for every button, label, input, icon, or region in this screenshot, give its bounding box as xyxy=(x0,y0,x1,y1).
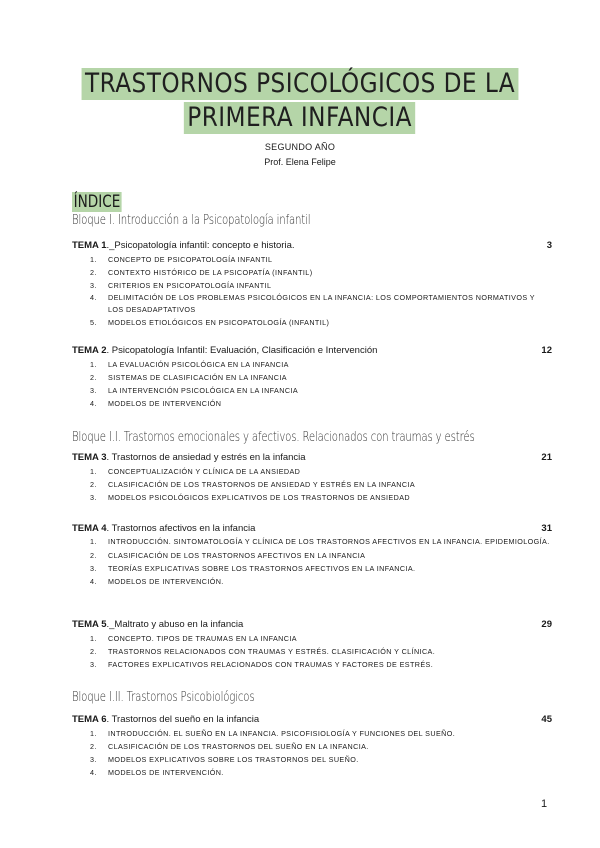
list-item: 3. FACTORES EXPLICATIVOS RELACIONADOS CON TRAUMAS Y FACTORES DE ESTRÉS. xyxy=(90,660,434,669)
list-item: 3. CRITERIOS EN PSICOPATOLOGÍA INFANTIL xyxy=(90,281,272,290)
list-item: 2. CLASIFICACIÓN DE LOS TRASTORNOS AFECTIVOS EN LA INFANCIA xyxy=(90,550,366,560)
tema-title: . Trastornos de ansiedad y estrés en la infancia xyxy=(106,452,306,463)
list-item: 3. LA INTERVENCIÓN PSICOLÓGICA EN LA INFANCIA xyxy=(90,386,299,395)
list-item: 2. SISTEMAS DE CLASIFICACIÓN EN LA INFANCIA xyxy=(90,373,287,382)
tema-6 xyxy=(72,714,552,779)
tema-title: . Trastornos afectivos en la infancia xyxy=(106,523,256,534)
list-item: 1. CONCEPTUALIZACIÓN Y CLÍNICA DE LA ANSIEDAD xyxy=(90,467,301,476)
tema-label: TEMA 2 xyxy=(72,345,107,356)
list-item: 2. CONTEXTO HISTÓRICO DE LA PSICOPATÍA (INFANTIL) xyxy=(90,268,313,277)
tema-label: TEMA 6 xyxy=(72,714,107,725)
list-item: 4. MODELOS DE INTERVENCIÓN. xyxy=(90,576,224,586)
tema-label: TEMA 3 xyxy=(72,452,107,463)
bloque-3-heading: Bloque I.II. Trastornos Psicobiológicos xyxy=(72,690,255,705)
list-item: 3. MODELOS PSICOLÓGICOS EXPLICATIVOS DE LOS TRASTORNOS DE ANSIEDAD xyxy=(90,493,410,502)
list-item: 2. CLASIFICACIÓN DE LOS TRASTORNOS DE ANSIEDAD Y ESTRÉS EN LA INFANCIA xyxy=(90,480,416,489)
list-item: 3. TEORÍAS EXPLICATIVAS SOBRE LOS TRASTORNOS AFECTIVOS EN LA INFANCIA. xyxy=(90,563,416,573)
page-number: 1 xyxy=(541,798,548,810)
list-item: 1. INTRODUCCIÓN. EL SUEÑO EN LA INFANCIA. PSICOFISIOLOGÍA Y FUNCIONES DEL SUEÑO. xyxy=(90,729,456,738)
tema-page: 21 xyxy=(541,452,552,463)
tema-title: ._Psicopatología infantil: concepto e historia. xyxy=(106,240,295,251)
list-item: 1. CONCEPTO DE PSICOPATOLOGÍA INFANTIL xyxy=(90,255,273,264)
list-item: 4. MODELOS DE INTERVENCIÓN. xyxy=(90,768,224,777)
list-item: 1. INTRODUCCIÓN. SINTOMATOLOGÍA Y CLÍNICA DE LOS TRASTORNOS AFECTIVOS EN LA INFANCIA. EPIDEMIOLOGÍA. xyxy=(90,537,550,546)
tema-2 xyxy=(72,345,552,410)
bloque-2-heading: Bloque I.I. Trastornos emocionales y afectivos. Relacionados con traumas y estrés xyxy=(72,430,475,445)
list-item: 1. CONCEPTO. TIPOS DE TRAUMAS EN LA INFANCIA xyxy=(90,634,297,643)
list-item: 1. LA EVALUACIÓN PSICOLÓGICA EN LA INFANCIA xyxy=(90,360,289,369)
tema-page: 3 xyxy=(546,240,552,251)
index-heading: ÍNDICE xyxy=(73,192,121,212)
tema-label: TEMA 5 xyxy=(72,619,107,630)
document-title xyxy=(0,68,600,134)
tema-title: . Trastornos del sueño en la infancia xyxy=(106,714,260,725)
title-line-1: TRASTORNOS PSICOLÓGICOS DE LA xyxy=(82,68,519,100)
tema-title: ._Maltrato y abuso en la infancia xyxy=(106,619,244,630)
list-item: 2. CLASIFICACIÓN DE LOS TRASTORNOS DEL SUEÑO EN LA INFANCIA. xyxy=(90,742,369,751)
bloque-1-heading: Bloque I. Introducción a la Psicopatología infantil xyxy=(72,213,311,228)
tema-page: 29 xyxy=(541,619,552,630)
tema-title: . Psicopatología Infantil: Evaluación, Clasificación e Intervención xyxy=(106,345,378,356)
list-item: 2. TRASTORNOS RELACIONADOS CON TRAUMAS Y ESTRÉS. CLASIFICACIÓN Y CLÍNICA. xyxy=(90,647,436,656)
tema-page: 31 xyxy=(541,523,552,534)
tema-page: 12 xyxy=(541,345,552,356)
subtitle-year: SEGUNDO AÑO xyxy=(264,142,336,152)
tema-page: 45 xyxy=(541,714,552,725)
tema-3 xyxy=(72,452,552,504)
list-item: 4. DELIMITACIÓN DE LOS PROBLEMAS PSICOLÓGICOS EN LA INFANCIA: LOS COMPORTAMIENTOS NORMATIVOS Y LOS DESADAPTATIVOS xyxy=(90,293,535,314)
list-item: 5. MODELOS ETIOLÓGICOS EN PSICOPATOLOGÍA (INFANTIL) xyxy=(90,318,330,327)
list-item: 4. MODELOS DE INTERVENCIÓN xyxy=(90,399,222,408)
tema-4 xyxy=(72,523,552,588)
subtitle-professor: Prof. Elena Felipe xyxy=(264,157,336,167)
tema-label: TEMA 4 xyxy=(72,523,107,534)
tema-label: TEMA 1 xyxy=(72,240,107,251)
tema-5 xyxy=(72,619,552,671)
list-item: 3. MODELOS EXPLICATIVOS SOBRE LOS TRASTORNOS DEL SUEÑO. xyxy=(90,755,359,764)
title-line-2: PRIMERA INFANCIA xyxy=(184,102,416,134)
tema-1 xyxy=(72,240,552,329)
